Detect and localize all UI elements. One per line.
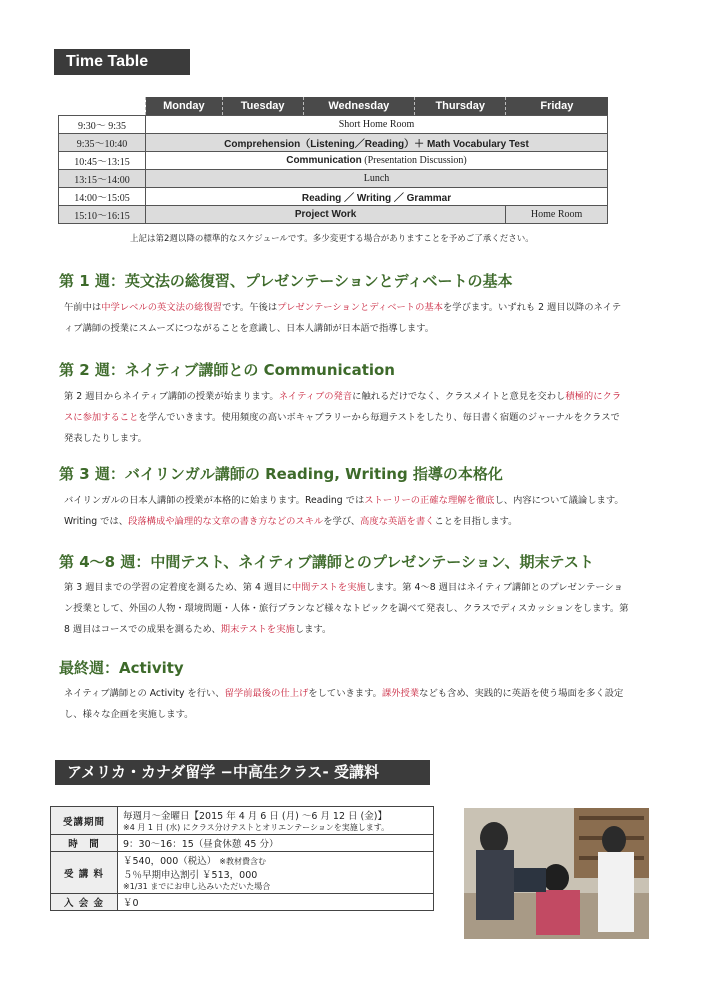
- table-row: [51, 894, 434, 911]
- body-text: ことを目指します。: [434, 516, 518, 527]
- fee-table: [50, 806, 434, 911]
- week-description: [64, 297, 629, 339]
- classroom-photo: [464, 808, 649, 939]
- table-row: [59, 206, 608, 224]
- fee-discount: ５％早期申込割引 ￥513，000: [123, 870, 258, 881]
- day-header: Monday: [146, 97, 223, 116]
- time-cell: 10:45〜13:15: [59, 152, 146, 170]
- fee-title: アメリカ・カナダ留学 −中高生クラス- 受講料: [55, 760, 430, 785]
- body-text: します。: [294, 624, 332, 635]
- schedule-cell-bold: Communication: [286, 155, 362, 166]
- body-text: をしていきます。: [308, 688, 382, 699]
- table-row: [51, 807, 434, 835]
- period-note: ※4 月 1 日 (水) にクラス分けテストとオリエンテーションを実施します。: [123, 823, 390, 832]
- day-header: Wednesday: [303, 97, 415, 116]
- body-text: です。午後は: [222, 302, 278, 313]
- body-text: し、内容について議論します。Writing では、: [64, 495, 624, 527]
- timetable-header-row: [59, 97, 608, 116]
- schedule-cell-rest: (Presentation Discussion): [361, 155, 467, 166]
- highlight-text: 留学前最後の仕上げ: [224, 688, 309, 699]
- body-text: を学び、: [323, 516, 361, 527]
- table-row: [51, 852, 434, 894]
- time-value: 9：30〜16：15（昼食休憩 45 分）: [118, 835, 434, 852]
- week-description: [64, 490, 629, 532]
- schedule-cell: [146, 152, 608, 170]
- body-text: 午前中は: [64, 302, 102, 313]
- period-value: 毎週月〜金曜日【2015 年 4 月 6 日 (月) 〜6 月 12 日 (金)】: [123, 811, 387, 822]
- table-row: [51, 835, 434, 852]
- highlight-text: ネイティブの発音: [278, 391, 353, 402]
- body-text: バイリンガルの日本人講師の授業が本格的に始まります。Reading では: [64, 495, 365, 506]
- week-heading: 第 4〜8 週：中間テスト、ネイティブ講師とのプレゼンテーション、期末テスト: [59, 553, 594, 571]
- highlight-text: プレゼンテーションとディベートの基本: [277, 302, 443, 313]
- time-cell: 9:35〜10:40: [59, 134, 146, 152]
- highlight-text: 積極的にクラスに参加すること: [64, 391, 622, 423]
- timetable-note: 上記は第2週以降の標準的なスケジュールです。多少変更する場合がありますことを予めご了承ください。: [130, 234, 534, 244]
- fee-discount-note: ※1/31 までにお申し込みいただいた場合: [123, 882, 271, 891]
- body-text: を学びます。いずれも 2 週目以降のネイティブ講師の授業にスムーズにつながることを意識し、日本人講師が日本語で指導します。: [64, 302, 622, 334]
- body-text: します。第 4〜8 週目はネイティブ講師とのプレゼンテーション授業として、外国の人物・環境問題・人体・旅行プランなど様々なトピックを調べて発表し、クラスでディスカッションをします。第 8 週目はコースでの成果を測るため、: [64, 582, 629, 635]
- body-text: を学んでいきます。使用頻度の高いボキャブラリーから毎週テストをしたり、毎日書く宿題のジャーナルをクラスで発表したりします。: [64, 412, 620, 444]
- day-header: Thursday: [415, 97, 506, 116]
- schedule-cell: Reading ／ Writing ／ Grammar: [146, 188, 608, 206]
- timetable-title: Time Table: [54, 49, 190, 75]
- table-row: [59, 188, 608, 206]
- table-row: [59, 152, 608, 170]
- highlight-text: ストーリーの正確な理解を徹底: [364, 495, 495, 506]
- week-description: [64, 683, 629, 725]
- schedule-cell: Comprehension（Listening／Reading）＋ Math Vocabulary Test: [146, 134, 608, 152]
- body-text: に触れるだけでなく、クラスメイトと意見を交わし: [352, 391, 566, 402]
- fee-label: 受 講 料: [51, 852, 118, 894]
- time-cell: 14:00〜15:05: [59, 188, 146, 206]
- body-text: 第 3 週目までの学習の定着度を測るため、第 4 週目に: [64, 582, 292, 593]
- fee-price: ￥540，000（税込）: [123, 856, 217, 867]
- schedule-cell: Short Home Room: [146, 116, 608, 134]
- timetable: [58, 97, 608, 224]
- day-header: Friday: [506, 97, 608, 116]
- highlight-text: 中間テストを実施: [291, 582, 366, 593]
- time-label: 時 間: [51, 835, 118, 852]
- highlight-text: 段落構成や論理的な文章の書き方などのスキル: [128, 516, 324, 527]
- day-header: Tuesday: [222, 97, 303, 116]
- week-heading: 第 2 週：ネイティブ講師との Communication: [59, 361, 395, 379]
- body-text: なども含め、実践的に英語を使う場面を多く設定し、様々な企画を実施します。: [64, 688, 624, 720]
- week-heading: 最終週：Activity: [59, 659, 184, 677]
- period-label: 受講期間: [51, 807, 118, 835]
- fee-cell: [118, 852, 434, 894]
- week-description: [64, 577, 629, 640]
- week-description: [64, 386, 629, 449]
- time-cell: 15:10〜16:15: [59, 206, 146, 224]
- highlight-text: 中学レベルの英文法の総復習: [101, 302, 223, 313]
- table-row: [59, 116, 608, 134]
- time-cell: 13:15〜14:00: [59, 170, 146, 188]
- highlight-text: 期末テストを実施: [220, 624, 295, 635]
- period-cell: [118, 807, 434, 835]
- week-heading: 第 1 週：英文法の総復習、プレゼンテーションとディベートの基本: [59, 272, 513, 290]
- entry-value: ￥0: [118, 894, 434, 911]
- body-text: 第 2 週目からネイティブ講師の授業が始まります。: [64, 391, 279, 402]
- schedule-cell: Lunch: [146, 170, 608, 188]
- highlight-text: 高度な英語を書く: [360, 516, 435, 527]
- fee-price-note: ※教材費含む: [219, 857, 266, 866]
- entry-label: 入 会 金: [51, 894, 118, 911]
- body-text: ネイティブ講師との Activity を行い、: [64, 688, 225, 699]
- time-cell: 9:30〜 9:35: [59, 116, 146, 134]
- schedule-cell-friday: Home Room: [506, 206, 608, 224]
- schedule-cell: Project Work: [146, 206, 506, 224]
- week-heading: 第 3 週：バイリンガル講師の Reading, Writing 指導の本格化: [59, 465, 503, 483]
- highlight-text: 課外授業: [381, 688, 420, 699]
- table-row: [59, 134, 608, 152]
- classroom-photo-illustration: [464, 808, 649, 939]
- table-row: [59, 170, 608, 188]
